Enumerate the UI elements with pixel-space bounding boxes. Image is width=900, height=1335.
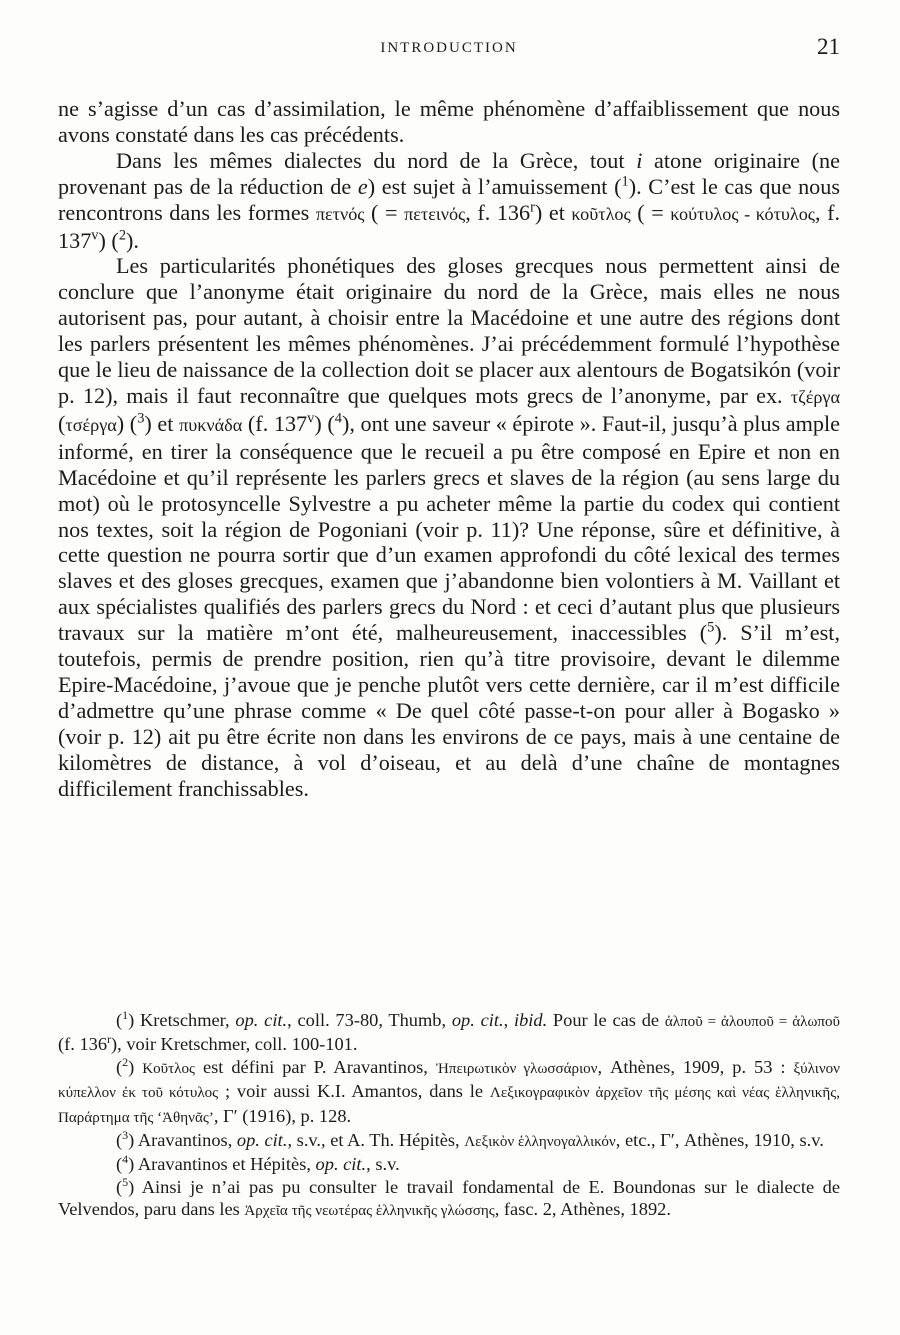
greek-word: πετεινός bbox=[404, 203, 466, 224]
greek-word: Ἠπειρωτικὸν γλωσσάριον bbox=[435, 1060, 598, 1077]
paragraph-2: Dans les mêmes dialectes du nord de la Grèce, tout i atone originaire (ne provenant pas de la réduction de e) est sujet à l’amuissement ($^1$). C’est le cas que nous rencontrons dans les formes πετνός ( = πετεινός, f. 136$^r$) et κοῦτλος ( = κούτυλος - κότυλος, f. 137$^v$) ($^2$). bbox=[58, 147, 841, 253]
footnote-2: ($^2$) Κοῦτλος est défini par P. Aravantinos, Ἠπειρωτικὸν γλωσσάριον, Athènes, 1909, p. 53 : ξύλινον κύπελλον ἐκ τοῦ κότυλος ; voir aussi K.I. Amantos, dans le Λεξικογραφικὸν ἀρχεῖον τῆς μέσης καὶ νέας ἑλληνικῆς, Παράρτημα τῆς ‘Ἀθηνᾶς’, Γ′ (1916), p. 128. bbox=[58, 1054, 840, 1126]
paragraph-3: Les particularités phonétiques des gloses grecques nous permettent ainsi de conclure que l’anonyme était originaire du nord de la Grèce, mais elles ne nous autorisent pas, pour autant, à choisir entre la Macédoine et une autre des régions dont les parlers présentent les mêmes phénomènes. J’ai précédemment formulé l’hypothèse que le lieu de naissance de la collection doit se placer aux alentours de Bogatsikón (voir p. 12), mais il faut reconnaître que quelques mots grecs de l’anonyme, par ex. τζέργα (τσέργα) ($^3$) et πυκνάδα (f. 137$^v$) ($^4$), ont une saveur « épirote ». Faut-il, jusqu’à plus ample informé, en tirer la conséquence que le recueil a pu être composé en Epire et non en Macédoine et qu’il représente les parlers grecs et slaves de la région (au sens large du mot) où le protosyncelle Sylvestre a pu acheter même la partie du codex qui contient nos textes, soit la région de Pogoniani (voir p. 11)? Une réponse, sûre et définitive, à cette question ne pourra sortir que d’un examen approfondi du côté lexical des termes slaves et des gloses grecques, examen que j’abandonne bien volontiers à M. Vaillant et aux spécialistes qualifiés des parlers grecs du Nord : et ceci d’autant plus que plusieurs travaux sur la matière m’ont été, malheureusement, inaccessibles ($^5$). S’il m’est, toutefois, permis de prendre position, rien qu’à titre provisoire, devant le dilemme Epire-Macédoine, j’avoue que je penche plutôt vers cette dernière, car il m’est difficile d’admettre qu’une phrase comme « De quel côté passe-t-on pour aller à Bogasko » (voir p. 12) ait pu être écrite non dans les environs de ce pays, mais à une centaine de kilomètres de distance, à vol d’oiseau, et au delà d’une chaîne de montagnes difficilement franchissables. bbox=[58, 253, 841, 801]
footnote-4: ($^4$) Aravantinos et Hépitès, op. cit., s.v. bbox=[116, 1152, 400, 1175]
greek-word: πετνός bbox=[315, 203, 365, 224]
greek-word: τσέργα bbox=[65, 414, 117, 435]
greek-word: Ἀρχεῖα τῆς νεωτέρας ἑλληνικῆς γλώσσης bbox=[244, 1203, 495, 1220]
footnote-ref: 3 bbox=[137, 410, 145, 427]
greek-word: ξύλινον κύπελλον ἐκ τοῦ κότυλος bbox=[58, 1060, 840, 1102]
page-number: 21 bbox=[817, 34, 840, 59]
footnote-1: ($^1$) Kretschmer, op. cit., coll. 73-80, Thumb, op. cit., ibid. Pour le cas de ἀλποῦ = ἀλουποῦ = ἀλωποῦ (f. 136$^r$), voir Kretschmer, coll. 100-101. bbox=[58, 1007, 840, 1055]
greek-word: ἀλποῦ = ἀλουποῦ = ἀλωποῦ bbox=[664, 1014, 840, 1030]
body-text bbox=[58, 96, 840, 801]
greek-word: Κοῦτλος bbox=[142, 1060, 195, 1077]
running-head bbox=[58, 34, 840, 64]
paragraph-1: ne s’agisse d’un cas d’assimilation, le même phénomène d’affaiblissement que nous avons constaté dans les cas précédents. bbox=[58, 96, 840, 147]
footnote-ref: 5 bbox=[707, 619, 715, 636]
running-title: INTRODUCTION bbox=[380, 40, 518, 56]
footnote-ref: 1 bbox=[621, 173, 629, 190]
greek-word: Λεξικὸν ἑλληνογαλλικόν bbox=[464, 1134, 616, 1151]
greek-word: κούτυλος - κότυλος bbox=[670, 203, 815, 224]
footnotes bbox=[58, 1009, 840, 1223]
footnote-ref: 2 bbox=[118, 227, 127, 244]
greek-word: τζέργα bbox=[790, 386, 840, 407]
greek-word: κοῦτλος bbox=[571, 203, 631, 224]
greek-word: πυκνάδα bbox=[179, 414, 243, 435]
greek-word: Λεξικογραφικὸν ἀρχεῖον τῆς μέσης καὶ νέας ἑλληνικῆς, Παράρτημα τῆς ‘Ἀθηνᾶς’ bbox=[58, 1085, 840, 1126]
footnote-5: ($^5$) Ainsi je n’ai pas pu consulter le travail fondamental de E. Boundonas sur le dialecte de Velvendos, paru dans les Ἀρχεῖα τῆς νεωτέρας ἑλληνικῆς γλώσσης, fasc. 2, Athènes, 1892. bbox=[58, 1174, 840, 1220]
footnote-ref: 4 bbox=[334, 410, 342, 427]
footnote-3: ($^3$) Aravantinos, op. cit., s.v., et A. Th. Hépitès, Λεξικὸν ἑλληνογαλλικόν, etc., Γ′, Athènes, 1910, s.v. bbox=[116, 1127, 824, 1151]
